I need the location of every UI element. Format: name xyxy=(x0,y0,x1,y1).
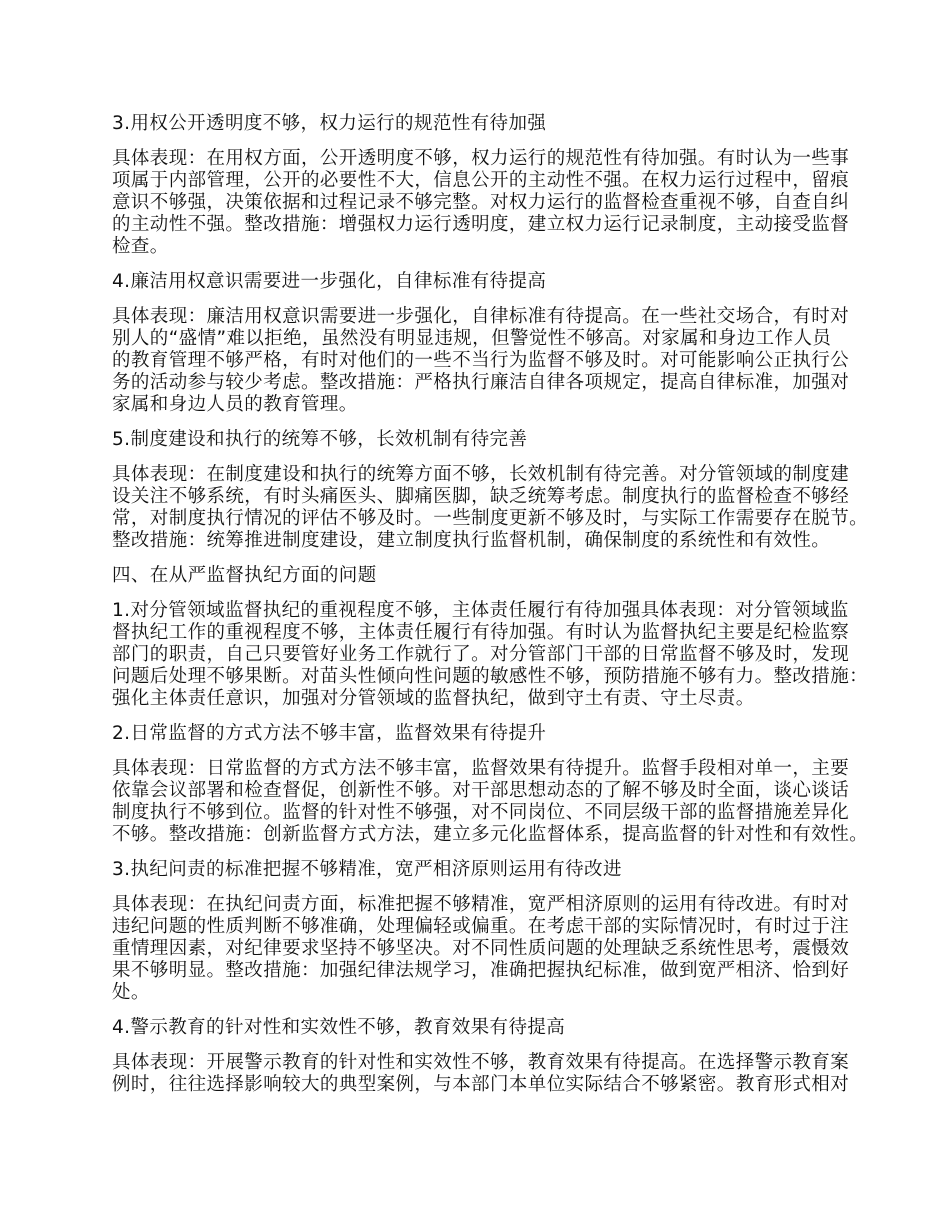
text-line: 项属于内部管理，公开的必要性不大，信息公开的主动性不强。在权力运行过程中，留痕 xyxy=(112,170,850,191)
body-paragraph xyxy=(112,464,869,552)
section-heading xyxy=(112,565,852,587)
text-line: 常，对制度执行情况的评估不够及时。一些制度更新不够及时，与实际工作需要存在脱节。 xyxy=(112,508,869,529)
text-line: 违纪问题的性质判断不够准确，处理偏轻或偏重。在考虑干部的实际情况时，有时过于注 xyxy=(112,916,850,937)
text-line: 重情理因素，对纪律要求坚持不够坚决。对不同性质问题的处理缺乏系统性思考，震慑效 xyxy=(112,938,850,959)
text-line: 具体表现：日常监督的方式方法不够丰富，监督效果有待提升。监督手段相对单一，主要 xyxy=(112,758,850,779)
text-line: 四、在从严监督执纪方面的问题 xyxy=(112,565,377,586)
text-line: 2.日常监督的方式方法不够丰富，监督效果有待提升 xyxy=(112,723,547,744)
body-paragraph xyxy=(112,894,852,1004)
text-line: 3.用权公开透明度不够，权力运行的规范性有待加强 xyxy=(112,113,547,134)
text-line: 处。 xyxy=(112,982,150,1003)
section-heading xyxy=(112,271,852,293)
text-line: 意识不够强，决策依据和过程记录不够完整。对权力运行的监督检查重视不够，自查自纠 xyxy=(112,192,850,213)
text-line: 具体表现：开展警示教育的针对性和实效性不够，教育效果有待提高。在选择警示教育案 xyxy=(112,1052,850,1073)
text-line: 具体表现：在用权方面，公开透明度不够，权力运行的规范性有待加强。有时认为一些事 xyxy=(112,148,850,169)
text-line: 的教育管理不够严格，有时对他们的一些不当行为监督不够及时。对可能影响公正执行公 xyxy=(112,350,850,371)
text-line: 果不够明显。整改措施：加强纪律法规学习，准确把握执纪标准，做到宽严相济、恰到好 xyxy=(112,960,850,981)
text-line: 强化主体责任意识，加强对分管领域的监督执纪，做到守土有责、守土尽责。 xyxy=(112,688,755,709)
text-line: 整改措施：统筹推进制度建设，建立制度执行监督机制，确保制度的系统性和有效性。 xyxy=(112,530,831,551)
text-line: 1.对分管领域监督执纪的重视程度不够，主体责任履行有待加强具体表现：对分管领域监 xyxy=(112,600,849,621)
text-line: 务的活动参与较少考虑。整改措施：严格执行廉洁自律各项规定，提高自律标准，加强对 xyxy=(112,372,850,393)
text-line: 4.警示教育的针对性和实效性不够，教育效果有待提高 xyxy=(112,1017,566,1038)
text-line: 督执纪工作的重视程度不够，主体责任履行有待加强。有时认为监督执纪主要是纪检监察 xyxy=(112,622,850,643)
section-heading xyxy=(112,429,852,451)
section-heading xyxy=(112,859,852,881)
body-paragraph xyxy=(112,758,869,846)
text-line: 5.制度建设和执行的统筹不够，长效机制有待完善 xyxy=(112,429,528,450)
document-body xyxy=(112,113,869,1109)
body-paragraph xyxy=(112,306,852,416)
text-line: 具体表现：在制度建设和执行的统筹方面不够，长效机制有待完善。对分管领域的制度建 xyxy=(112,464,850,485)
text-line: 不够。整改措施：创新监督方式方法，建立多元化监督体系，提高监督的针对性和有效性。 xyxy=(112,824,869,845)
text-line: 问题后处理不够果断。对苗头性倾向性问题的敏感性不够，预防措施不够有力。整改措施： xyxy=(112,666,869,687)
text-line: 制度执行不够到位。监督的针对性不够强，对不同岗位、不同层级干部的监督措施差异化 xyxy=(112,802,850,823)
text-line: 别人的“盛情”难以拒绝，虽然没有明显违规，但警觉性不够高。对家属和身边工作人员 xyxy=(112,328,832,349)
section-heading xyxy=(112,723,852,745)
section-heading xyxy=(112,1017,852,1039)
text-line: 依靠会议部署和检查督促，创新性不够。对干部思想动态的了解不够及时全面，谈心谈话 xyxy=(112,780,850,801)
text-line: 检查。 xyxy=(112,236,169,257)
text-line: 例时，往往选择影响较大的典型案例，与本部门本单位实际结合不够紧密。教育形式相对 xyxy=(112,1074,850,1095)
section-heading xyxy=(112,113,852,135)
text-line: 具体表现：在执纪问责方面，标准把握不够精准，宽严相济原则的运用有待改进。有时对 xyxy=(112,894,850,915)
text-line: 家属和身边人员的教育管理。 xyxy=(112,394,358,415)
body-paragraph xyxy=(112,148,852,258)
text-line: 部门的职责，自己只要管好业务工作就行了。对分管部门干部的日常监督不够及时，发现 xyxy=(112,644,850,665)
text-line: 设关注不够系统，有时头痛医头、脚痛医脚，缺乏统筹考虑。制度执行的监督检查不够经 xyxy=(112,486,850,507)
text-line: 的主动性不强。整改措施：增强权力运行透明度，建立权力运行记录制度，主动接受监督 xyxy=(112,214,850,235)
body-paragraph xyxy=(112,600,869,710)
body-paragraph xyxy=(112,1052,852,1096)
text-line: 3.执纪问责的标准把握不够精准，宽严相济原则运用有待改进 xyxy=(112,859,622,880)
text-line: 具体表现：廉洁用权意识需要进一步强化，自律标准有待提高。在一些社交场合，有时对 xyxy=(112,306,850,327)
text-line: 4.廉洁用权意识需要进一步强化，自律标准有待提高 xyxy=(112,271,547,292)
